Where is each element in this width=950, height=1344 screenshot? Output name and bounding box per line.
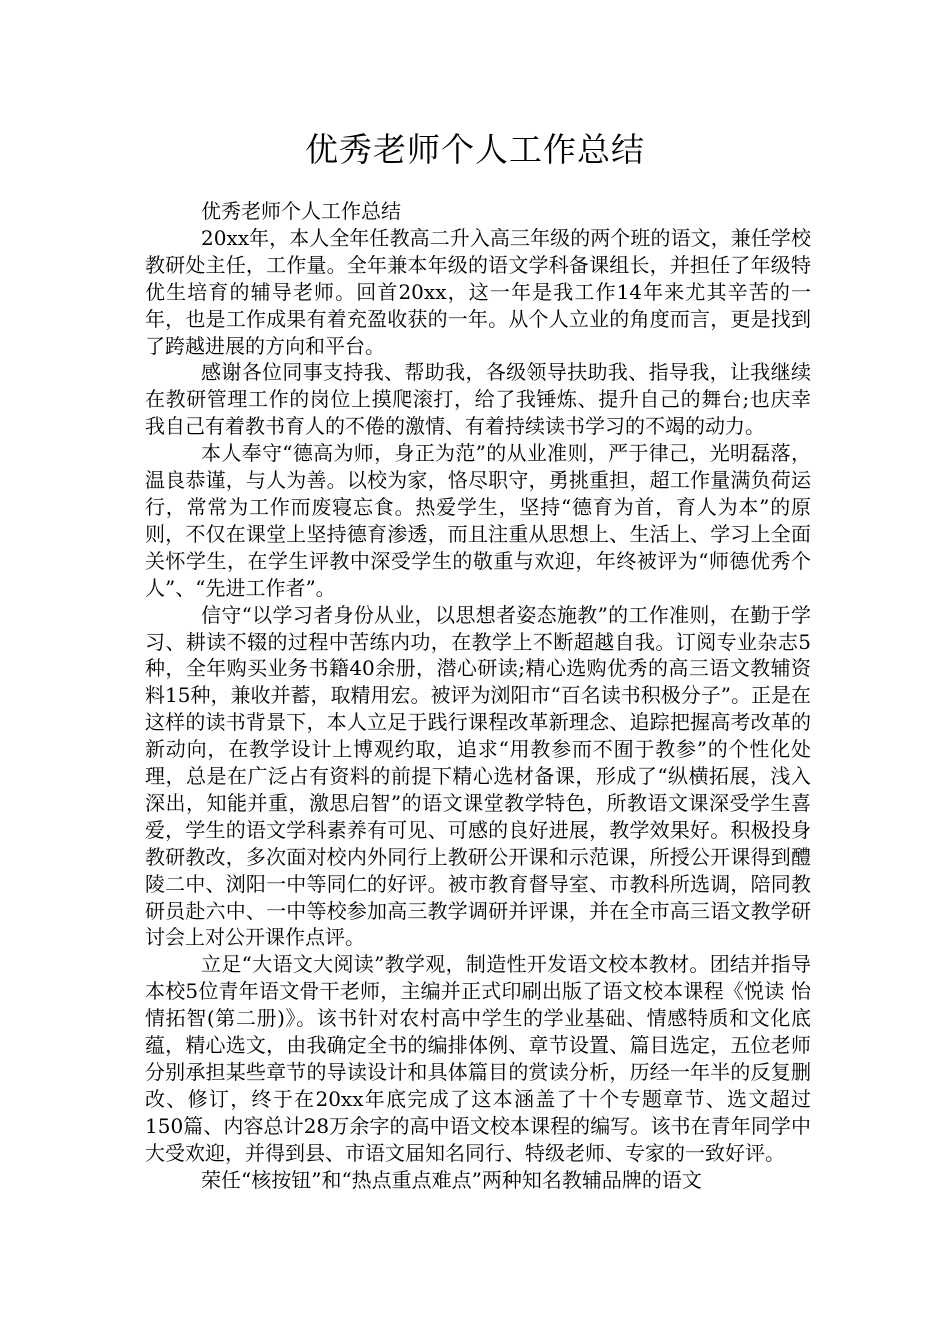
document-body bbox=[145, 198, 811, 1194]
paragraph: 荣任“核按钮”和“热点重点难点”两种知名教辅品牌的语文 bbox=[201, 1167, 702, 1192]
document-title: 优秀老师个人工作总结 bbox=[305, 130, 645, 169]
paragraph: 信守“以学习者身份从业，以思想者姿态施教”的工作准则，在勤于学习、耕读不辍的过程中苦练内功，在教学上不断超越自我。订阅专业杂志5种，全年购买业务书籍40余册，潜心研读;精心选购优秀的高三语文教辅资料15种，兼收并蓄，取精用宏。被评为浏阳市“百名读书积极分子”。正是在这样的读书背景下，本人立足于践行课程改革新理念、追踪把握高考改革的新动向，在教学设计上博观约取，追求“用教参而不囿于教参”的个性化处理，总是在广泛占有资料的前提下精心选材备课，形成了“纵横拓展，浅入深出，知能并重，激思启智”的语文课堂教学特色，所教语文课深受学生喜爱，学生的语文学科素养有可见、可感的良好进展，教学效果好。积极投身教研教改，多次面对校内外同行上教研公开课和示范课，所授公开课得到醴陵二中、浏阳一中等同仁的好评。被市教育督导室、市教科所选调，陪同教研员赴六中、一中等校参加高三教学调研并评课，并在全市高三语文教学研讨会上对公开课作点评。 bbox=[145, 602, 811, 950]
paragraph: 感谢各位同事支持我、帮助我，各级领导扶助我、指导我，让我继续在教研管理工作的岗位上摸爬滚打，给了我锤炼、提升自己的舞台;也庆幸我自己有着教书育人的不倦的激情、有着持续读书学习的不竭的动力。 bbox=[145, 360, 811, 439]
document-subtitle: 优秀老师个人工作总结 bbox=[201, 199, 401, 223]
paragraph: 本人奉守“德高为师，身正为范”的从业准则，严于律己，光明磊落，温良恭谨，与人为善。以校为家，恪尽职守，勇挑重担，超工作量满负荷运行，常常为工作而废寝忘食。热爱学生，坚持“德育为首，育人为本”的原则，不仅在课堂上坚持德育渗透，而且注重从思想上、生活上、学习上全面关怀学生，在学生评教中深受学生的敬重与欢迎，年终被评为“师德优秀个人”、“先进工作者”。 bbox=[145, 441, 811, 600]
paragraph: 立足“大语文大阅读”教学观，制造性开发语文校本教材。团结并指导本校5位青年语文骨干老师，主编并正式印刷出版了语文校本课程《悦读 怡情拓智(第二册)》。该书针对农村高中学生的学业基础、情感特质和文化底蕴，精心选文，由我确定全书的编排体例、章节设置、篇目选定，五位老师分别承担某些章节的导读设计和具体篇目的赏读分析，历经一年半的反复删改、修订，终于在20xx年底完成了这本涵盖了十个专题章节、选文超过150篇、内容总计28万余字的高中语文校本课程的编写。该书在青年同学中大受欢迎，并得到县、市语文届知名同行、特级老师、专家的一致好评。 bbox=[145, 952, 811, 1165]
paragraph: 20xx年，本人全年任教高二升入高三年级的两个班的语文，兼任学校教研处主任，工作量。全年兼本年级的语文学科备课组长，并担任了年级特优生培育的辅导老师。回首20xx，这一年是我工作14年来尤其辛苦的一年，也是工作成果有着充盈收获的一年。从个人立业的角度而言，更是找到了跨越进展的方向和平台。 bbox=[145, 225, 811, 358]
